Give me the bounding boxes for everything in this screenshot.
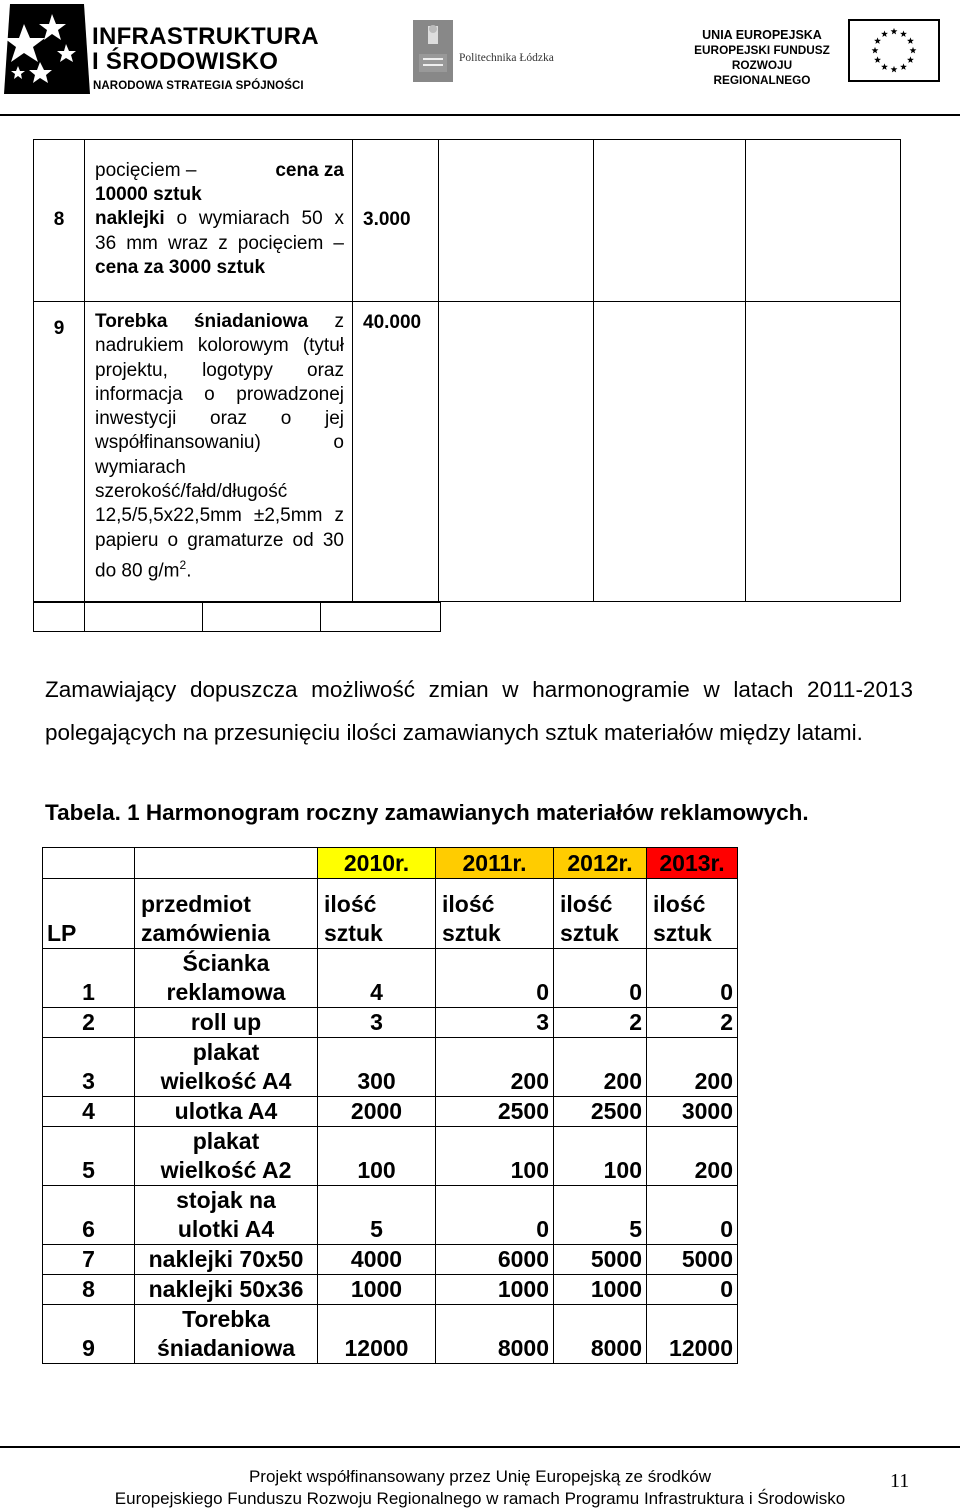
items-table [33,139,901,602]
item-header: przedmiot zamówienia [135,879,318,949]
lp-header: LP [43,879,135,949]
row-qty-cell: 100 [318,1127,436,1186]
row-qty-cell: 100 [436,1127,554,1186]
row-number: 8 [34,140,85,302]
row-qty-cell: 12000 [318,1305,436,1364]
row-qty-cell: 0 [647,949,738,1008]
item-quantity: 3.000 [353,140,439,302]
row-item: ulotka A4 [135,1097,318,1127]
empty-cell [34,603,85,632]
table-row [43,1008,738,1038]
eu-flag-icon [848,19,940,82]
row-qty-cell: 0 [647,1186,738,1245]
schedule-table [42,847,738,1364]
row-item: Ścianka reklamowa [135,949,318,1008]
row-qty-cell: 0 [554,949,647,1008]
row-qty-cell: 3000 [647,1097,738,1127]
year-2011-header: 2011r. [436,848,554,879]
row-lp: 3 [43,1038,135,1097]
politechnika-logo-icon [413,20,453,82]
row-qty-cell: 1000 [554,1275,647,1305]
row-qty-cell: 3 [318,1008,436,1038]
year-2012-header: 2012r. [554,848,647,879]
table-caption: Tabela. 1 Harmonogram roczny zamawianych materiałów reklamowych. [45,800,809,825]
row-item: naklejki 70x50 [135,1245,318,1275]
empty-cell [203,603,321,632]
infrastruktura-logo-icon [4,4,90,94]
row-qty-cell: 2 [647,1008,738,1038]
row-qty-cell: 100 [554,1127,647,1186]
qty-header: ilość sztuk [647,879,738,949]
empty-cell [439,302,594,602]
row-qty-cell: 5 [554,1186,647,1245]
row-lp: 5 [43,1127,135,1186]
row-qty-cell: 6000 [436,1245,554,1275]
table-row [43,1186,738,1245]
empty-cell [43,848,135,879]
qty-header: ilość sztuk [554,879,647,949]
row-item: plakat wielkość A2 [135,1127,318,1186]
row-qty-cell: 0 [647,1275,738,1305]
table-row [43,1245,738,1275]
table-row [43,1097,738,1127]
table-row [34,140,901,302]
row-item: roll up [135,1008,318,1038]
row-qty-cell: 200 [554,1038,647,1097]
row-lp: 7 [43,1245,135,1275]
row-number: 9 [34,302,85,602]
empty-cell [746,140,901,302]
row-qty-cell: 4 [318,949,436,1008]
row-qty-cell: 2500 [554,1097,647,1127]
qty-header: ilość sztuk [318,879,436,949]
footer-text: Projekt współfinansowany przez Unię Europejską ze środków Europejskiego Funduszu Rozwoju Regionalnego w ramach Programu Infrastruktura i Środowisko [114,1467,846,1508]
eu-text: UNIA EUROPEJSKA EUROPEJSKI FUNDUSZ ROZWOJU REGIONALNEGO [694,28,830,87]
row-qty-cell: 3 [436,1008,554,1038]
column-header-row [43,879,738,949]
row-qty-cell: 200 [647,1038,738,1097]
table-row [43,1275,738,1305]
row-qty-cell: 2000 [318,1097,436,1127]
row-qty-cell: 2500 [436,1097,554,1127]
row-qty-cell: 0 [436,949,554,1008]
empty-cell [135,848,318,879]
row-qty-cell: 0 [436,1186,554,1245]
table-row [43,1127,738,1186]
row-lp: 1 [43,949,135,1008]
page-number: 11 [890,1470,910,1492]
row-lp: 4 [43,1097,135,1127]
row-item: Torebka śniadaniowa [135,1305,318,1364]
row-item: stojak na ulotki A4 [135,1186,318,1245]
row-lp: 9 [43,1305,135,1364]
row-qty-cell: 8000 [554,1305,647,1364]
empty-cell [594,140,746,302]
empty-cell [85,603,203,632]
empty-cell [594,302,746,602]
footer-rule [0,1446,960,1448]
row-qty-cell: 8000 [436,1305,554,1364]
row-lp: 6 [43,1186,135,1245]
row-item: plakat wielkość A4 [135,1038,318,1097]
row-qty-cell: 5000 [647,1245,738,1275]
year-2013-header: 2013r. [647,848,738,879]
empty-cell [746,302,901,602]
table-row [34,302,901,602]
table-row [43,1038,738,1097]
row-qty-cell: 1000 [436,1275,554,1305]
ie-title: INFRASTRUKTURA I ŚRODOWISKO [92,23,319,75]
row-qty-cell: 200 [436,1038,554,1097]
page-header [0,0,960,100]
empty-cell [439,140,594,302]
row-lp: 2 [43,1008,135,1038]
table-row [43,1305,738,1364]
empty-cell [321,603,441,632]
row-qty-cell: 1000 [318,1275,436,1305]
row-qty-cell: 200 [647,1127,738,1186]
row-qty-cell: 300 [318,1038,436,1097]
row-qty-cell: 12000 [647,1305,738,1364]
ie-subtitle: NARODOWA STRATEGIA SPÓJNOŚCI [93,80,304,92]
row-item: naklejki 50x36 [135,1275,318,1305]
qty-header: ilość sztuk [436,879,554,949]
item-description: Torebka śniadaniowa z nadrukiem kolorowym (tytuł projektu, logotypy oraz informacja o prowadzonej inwestycji oraz o jej współfinansowaniu) o wymiarach szerokość/fałd/długość 12,5/5,5x22,5mm ±2,5mm z papieru o gramaturze od 30 do 80 $g/m^2$. [85,302,353,602]
year-2010-header: 2010r. [318,848,436,879]
row-qty-cell: 2 [554,1008,647,1038]
row-qty-cell: 5000 [554,1245,647,1275]
politechnika-name: Politechnika Łódzka [459,52,554,64]
row-qty-cell: 4000 [318,1245,436,1275]
schedule-note: Zamawiający dopuszcza możliwość zmian w harmonogramie w latach 2011-2013 polegających na przesunięciu ilości zamawianych sztuk materiałów między latami. [45,677,913,745]
table-row [43,949,738,1008]
header-rule [0,114,960,116]
row-lp: 8 [43,1275,135,1305]
item-quantity: 40.000 [353,302,439,602]
year-header-row [43,848,738,879]
table-stub-row [33,602,441,632]
item-description: pocięciem – cena za 10000 sztuk naklejki o wymiarach 50 x 36 mm wraz z pocięciem – cena za 3000 sztuk [85,140,353,302]
row-qty-cell: 5 [318,1186,436,1245]
